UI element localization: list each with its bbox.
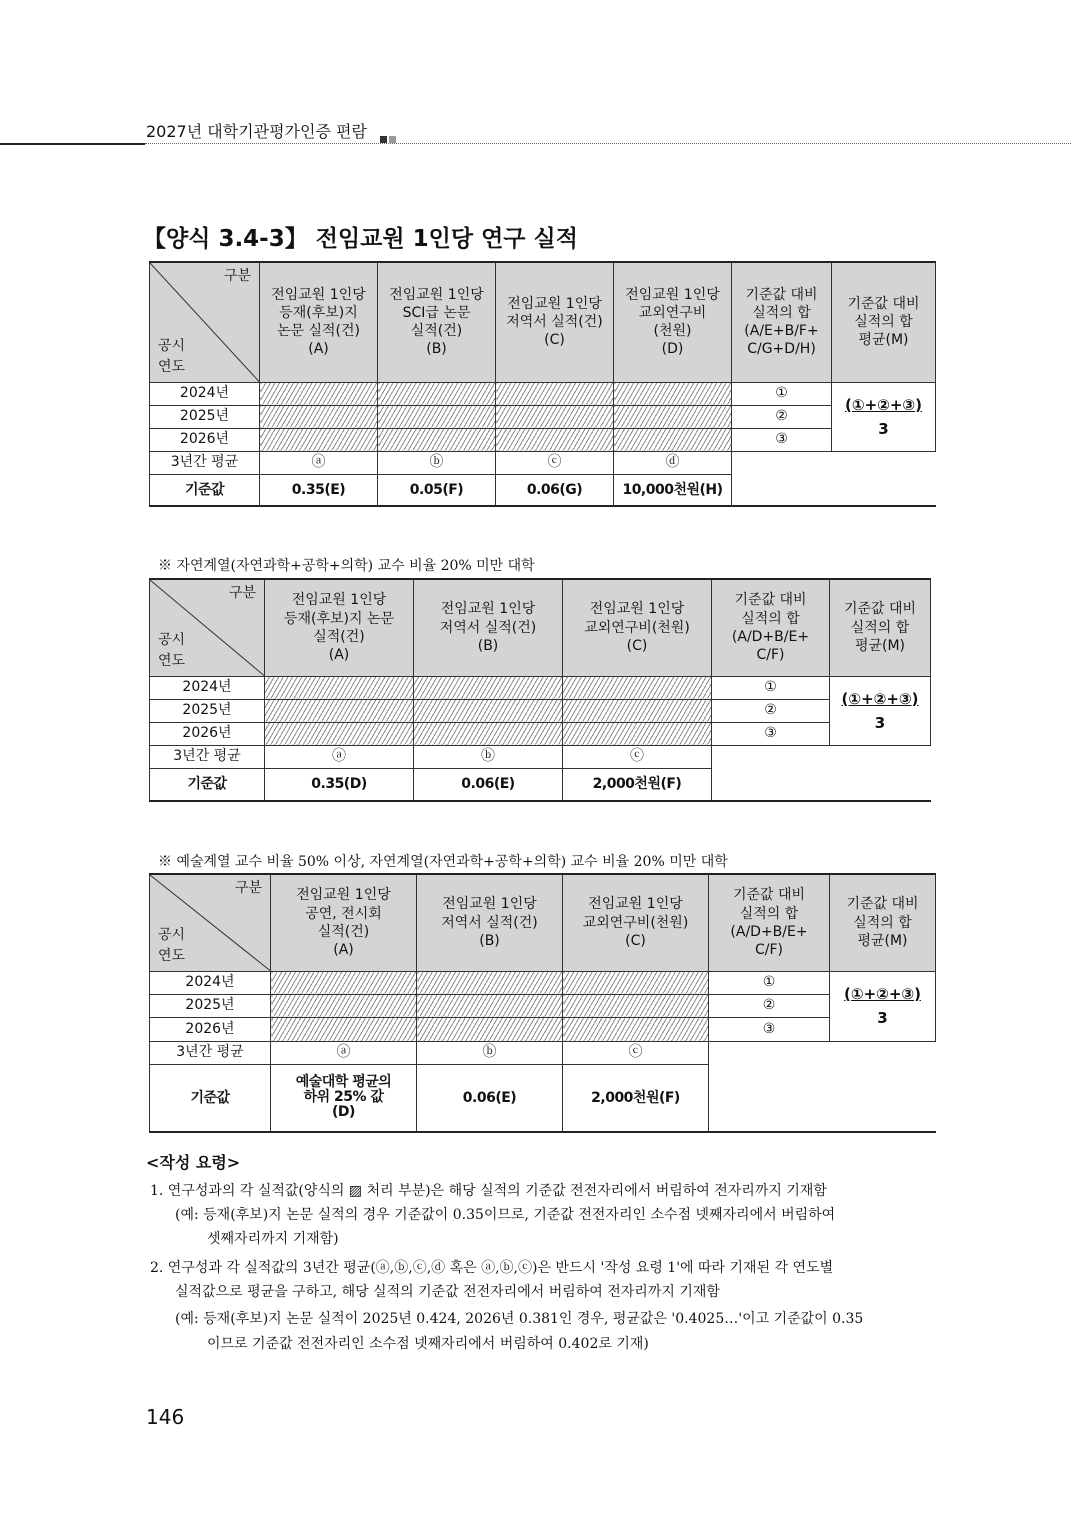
sum-mark: ② <box>712 699 830 722</box>
standard-row-label: 기준값 <box>150 474 260 506</box>
year-label: 2024년 <box>150 676 265 699</box>
sum-mark: ③ <box>732 428 832 451</box>
hatched-cell <box>496 382 614 405</box>
standard-row-label: 기준값 <box>150 768 265 801</box>
standard-value: 예술대학 평균의 하위 25% 값 (D) <box>271 1064 417 1132</box>
year-label: 2024년 <box>150 971 271 994</box>
average-mark: ⓑ <box>414 745 563 768</box>
research-performance-table-natural <box>149 578 931 802</box>
hatched-cell <box>563 699 712 722</box>
hatched-cell <box>260 405 378 428</box>
standard-value: 0.35(E) <box>260 474 378 506</box>
average-mark: ⓑ <box>417 1041 563 1064</box>
average-mark: ⓑ <box>378 451 496 474</box>
column-header: 기준값 대비 실적의 합 (A/D+B/E+ C/F) <box>709 874 830 971</box>
year-label: 2026년 <box>150 428 260 451</box>
sum-mark: ① <box>709 971 830 994</box>
year-label: 2025년 <box>150 405 260 428</box>
year-label: 2024년 <box>150 382 260 405</box>
hatched-cell <box>496 428 614 451</box>
standard-value: 0.35(D) <box>265 768 414 801</box>
gubun-label: 구분 <box>223 268 251 284</box>
standard-row-label: 기준값 <box>150 1064 271 1132</box>
column-header: 전임교원 1인당 공연, 전시회 실적(건) (A) <box>271 874 417 971</box>
average-formula: (①+②+③) 3 <box>832 382 936 451</box>
hatched-cell <box>496 405 614 428</box>
table2-note: ※ 자연계열(자연과학+공학+의학) 교수 비율 20% 미만 대학 <box>158 558 535 574</box>
hatched-cell <box>414 722 563 745</box>
gubun-label: 구분 <box>228 585 256 601</box>
year-label: 2025년 <box>150 994 271 1017</box>
header-rule <box>0 143 145 145</box>
standard-value: 2,000천원(F) <box>563 768 712 801</box>
sum-mark: ② <box>732 405 832 428</box>
sum-mark: ① <box>732 382 832 405</box>
gubun-label: 구분 <box>234 880 262 896</box>
hatched-cell <box>563 971 709 994</box>
gongsi-label: 공시 연도 <box>158 631 186 669</box>
hatched-cell <box>563 1017 709 1041</box>
hatched-cell <box>614 405 732 428</box>
standard-value: 0.06(G) <box>496 474 614 506</box>
guide-item-1-example-cont: 셋째자리까지 기재함) <box>207 1231 339 1247</box>
average-formula: (①+②+③) 3 <box>830 676 931 745</box>
sum-mark: ① <box>712 676 830 699</box>
column-header: 전임교원 1인당 교외연구비 (천원) (D) <box>614 262 732 382</box>
hatched-cell <box>265 699 414 722</box>
page-number: 146 <box>146 1405 185 1429</box>
guide-item-2: 2. 연구성과 각 실적값의 3년간 평균(ⓐ,ⓑ,ⓒ,ⓓ 혹은 ⓐ,ⓑ,ⓒ)은 반드시 '작성 요령 1'에 따라 기재된 각 연도별 <box>150 1260 834 1276</box>
column-header: 전임교원 1인당 등재(후보)지 논문 실적(건) (A) <box>260 262 378 382</box>
column-header: 기준값 대비 실적의 합 (A/D+B/E+ C/F) <box>712 579 830 676</box>
average-row-label: 3년간 평균 <box>150 745 265 768</box>
average-mark: ⓒ <box>563 1041 709 1064</box>
research-performance-table-main <box>149 261 936 507</box>
hatched-cell <box>414 676 563 699</box>
average-row-label: 3년간 평균 <box>150 1041 271 1064</box>
corner-header <box>150 262 260 382</box>
guide-title: <작성 요령> <box>146 1153 241 1172</box>
hatched-cell <box>271 1017 417 1041</box>
column-header: 전임교원 1인당 SCI급 논문 실적(건) (B) <box>378 262 496 382</box>
hatched-cell <box>563 722 712 745</box>
hatched-cell <box>378 405 496 428</box>
average-mark: ⓓ <box>614 451 732 474</box>
average-mark: ⓒ <box>563 745 712 768</box>
hatched-cell <box>265 722 414 745</box>
guide-item-2-example-cont: 이므로 기준값 전전자리인 소수점 넷째자리에서 버림하여 0.402로 기재) <box>207 1336 649 1352</box>
average-formula: (①+②+③) 3 <box>830 971 936 1041</box>
hatched-cell <box>378 428 496 451</box>
hatched-cell <box>417 994 563 1017</box>
column-header: 기준값 대비 실적의 합 평균(M) <box>830 579 931 676</box>
form-title: 【양식 3.4-3】 전임교원 1인당 연구 실적 <box>143 226 578 252</box>
sum-mark: ③ <box>709 1017 830 1041</box>
guide-item-2-example: (예: 등재(후보)지 논문 실적이 2025년 0.424, 2026년 0.381인 경우, 평균값은 '0.4025…'이고 기준값이 0.35 <box>175 1311 864 1327</box>
hatched-cell <box>271 994 417 1017</box>
research-performance-table-arts <box>149 873 936 1133</box>
hatched-cell <box>414 699 563 722</box>
hatched-cell <box>614 428 732 451</box>
standard-value: 2,000천원(F) <box>563 1064 709 1132</box>
running-header-title: 2027년 대학기관평가인증 편람 <box>146 122 367 141</box>
average-mark: ⓐ <box>271 1041 417 1064</box>
standard-value: 0.05(F) <box>378 474 496 506</box>
column-header: 기준값 대비 실적의 합 (A/E+B/F+ C/G+D/H) <box>732 262 832 382</box>
column-header: 전임교원 1인당 교외연구비(천원) (C) <box>563 874 709 971</box>
year-label: 2025년 <box>150 699 265 722</box>
header-decoration <box>380 128 398 147</box>
header-dotted-rule <box>145 143 1071 144</box>
gongsi-label: 공시 연도 <box>158 926 186 964</box>
column-header: 기준값 대비 실적의 합 평균(M) <box>832 262 936 382</box>
sum-mark: ② <box>709 994 830 1017</box>
hatched-cell <box>417 971 563 994</box>
column-header: 전임교원 1인당 저역서 실적(건) (C) <box>496 262 614 382</box>
guide-item-1-example: (예: 등재(후보)지 논문 실적의 경우 기준값이 0.35이므로, 기준값 전전자리인 소수점 넷째자리에서 버림하여 <box>175 1207 836 1223</box>
average-mark: ⓒ <box>496 451 614 474</box>
hatched-cell <box>271 971 417 994</box>
column-header: 기준값 대비 실적의 합 평균(M) <box>830 874 936 971</box>
corner-header <box>150 874 271 971</box>
gongsi-label: 공시 연도 <box>158 337 186 375</box>
average-mark: ⓐ <box>260 451 378 474</box>
column-header: 전임교원 1인당 저역서 실적(건) (B) <box>417 874 563 971</box>
standard-value: 0.06(E) <box>417 1064 563 1132</box>
hatched-cell <box>417 1017 563 1041</box>
guide-item-2-cont: 실적값으로 평균을 구하고, 해당 실적의 기준값 전전자리에서 버림하여 전자리까지 기재함 <box>175 1284 720 1300</box>
hatched-cell <box>614 382 732 405</box>
column-header: 전임교원 1인당 저역서 실적(건) (B) <box>414 579 563 676</box>
hatched-cell <box>563 994 709 1017</box>
column-header: 전임교원 1인당 교외연구비(천원) (C) <box>563 579 712 676</box>
hatched-cell <box>260 428 378 451</box>
average-row-label: 3년간 평균 <box>150 451 260 474</box>
guide-item-1: 1. 연구성과의 각 실적값(양식의 ▨ 처리 부분)은 해당 실적의 기준값 전전자리에서 버림하여 전자리까지 기재함 <box>150 1183 827 1199</box>
hatched-cell <box>265 676 414 699</box>
average-mark: ⓐ <box>265 745 414 768</box>
hatched-cell <box>260 382 378 405</box>
standard-value: 10,000천원(H) <box>614 474 732 506</box>
standard-value: 0.06(E) <box>414 768 563 801</box>
hatched-cell <box>563 676 712 699</box>
corner-header <box>150 579 265 676</box>
sum-mark: ③ <box>712 722 830 745</box>
year-label: 2026년 <box>150 1017 271 1041</box>
year-label: 2026년 <box>150 722 265 745</box>
hatched-cell <box>378 382 496 405</box>
table3-note: ※ 예술계열 교수 비율 50% 이상, 자연계열(자연과학+공학+의학) 교수 비율 20% 미만 대학 <box>158 854 728 870</box>
column-header: 전임교원 1인당 등재(후보)지 논문 실적(건) (A) <box>265 579 414 676</box>
